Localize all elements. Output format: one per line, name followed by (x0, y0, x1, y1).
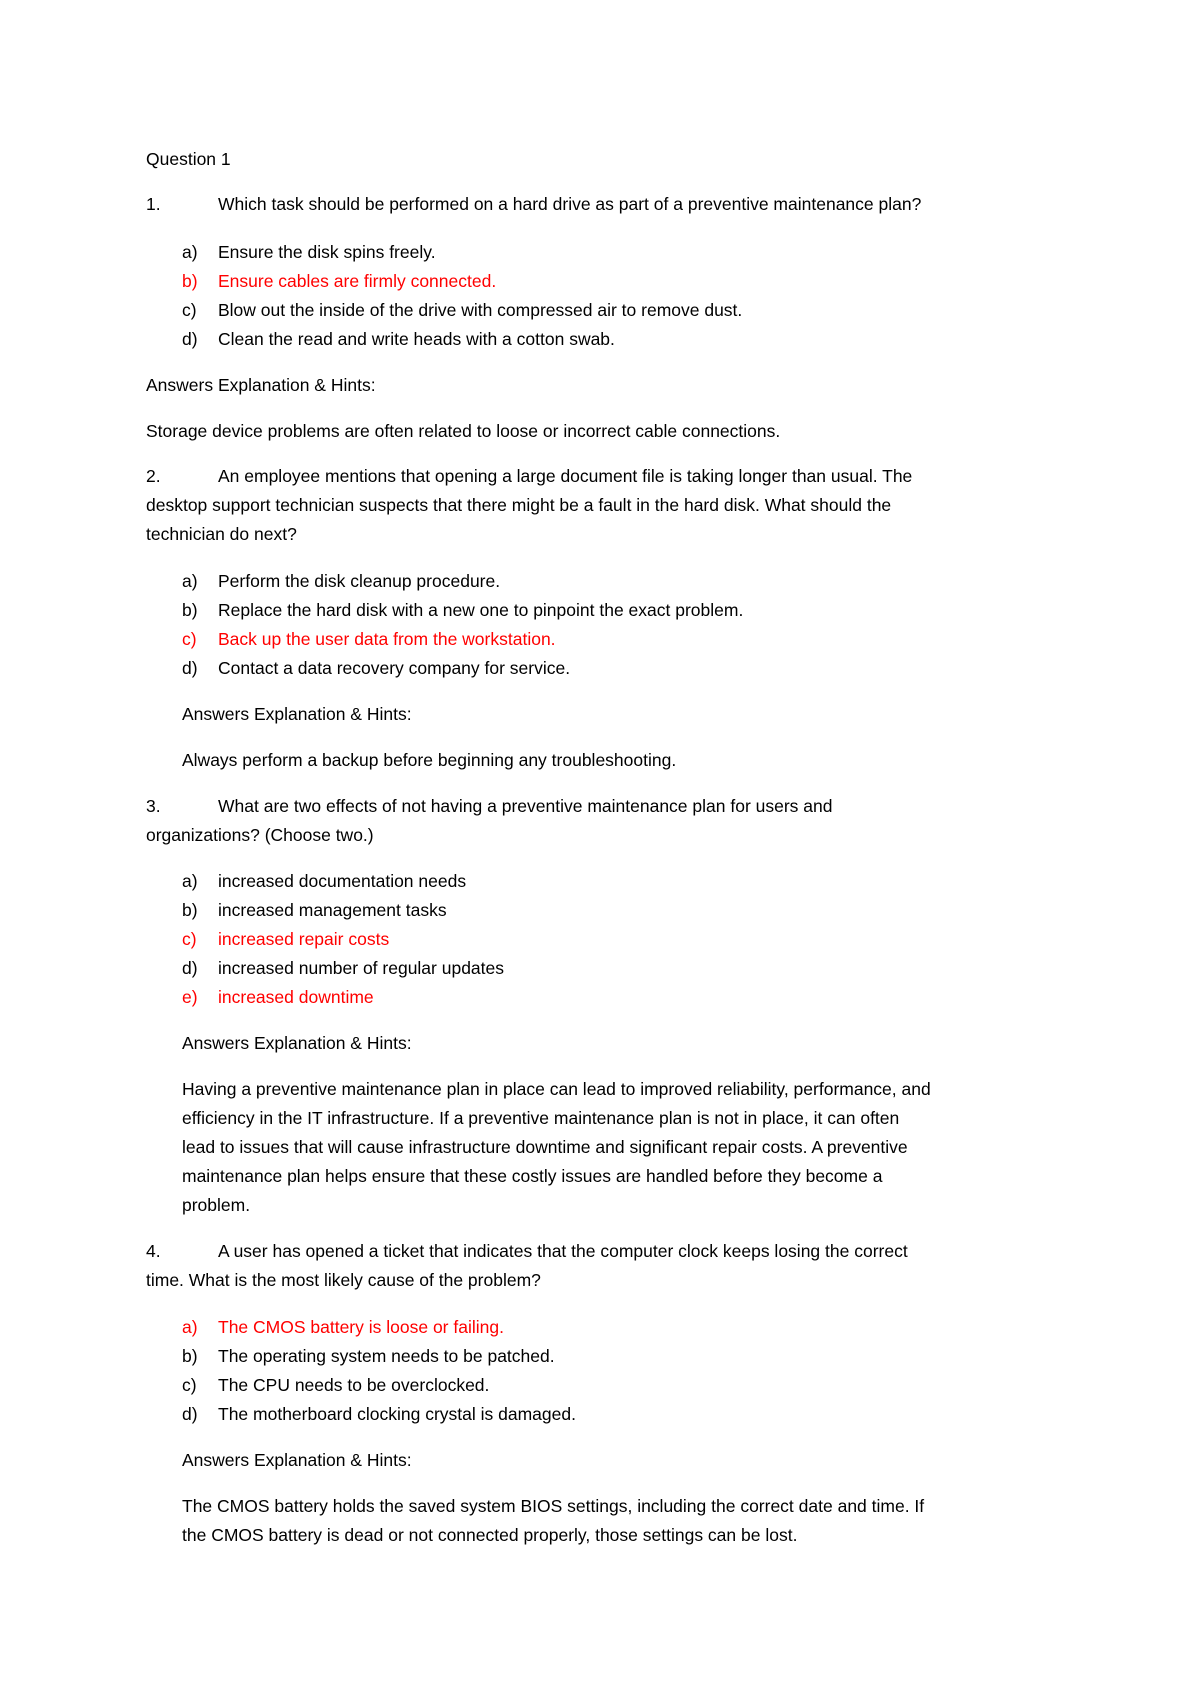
option-text: increased number of regular updates (218, 958, 505, 978)
option-letter: a) (182, 571, 198, 591)
correct-option-text: increased downtime (218, 987, 374, 1007)
correct-option-text: increased repair costs (218, 929, 390, 949)
hint-text: the CMOS battery is dead or not connected properly, those settings can be lost. (182, 1525, 798, 1545)
question-text: What are two effects of not having a preventive maintenance plan for users and (218, 796, 833, 816)
correct-option-letter: c) (182, 629, 197, 649)
option-text: The CPU needs to be overclocked. (218, 1375, 490, 1395)
hint-heading: Answers Explanation & Hints: (182, 1033, 412, 1053)
option-text: Blow out the inside of the drive with compressed air to remove dust. (218, 300, 743, 320)
option-text: increased documentation needs (218, 871, 467, 891)
question-text: A user has opened a ticket that indicates that the computer clock keeps losing the correct (218, 1241, 908, 1261)
option-letter: d) (182, 958, 198, 978)
option-letter: b) (182, 1346, 198, 1366)
option-letter: d) (182, 1404, 198, 1424)
option-text: Perform the disk cleanup procedure. (218, 571, 501, 591)
question-number: 4. (146, 1241, 161, 1261)
option-text: Replace the hard disk with a new one to pinpoint the exact problem. (218, 600, 744, 620)
correct-option-text: The CMOS battery is loose or failing. (218, 1317, 504, 1337)
question-text: organizations? (Choose two.) (146, 825, 374, 845)
hint-text: efficiency in the IT infrastructure. If a preventive maintenance plan is not in place, it can often (182, 1108, 900, 1128)
hint-heading: Answers Explanation & Hints: (182, 1450, 412, 1470)
option-letter: d) (182, 329, 198, 349)
question-number: 2. (146, 466, 161, 486)
correct-option-letter: a) (182, 1317, 198, 1337)
option-text: Clean the read and write heads with a cotton swab. (218, 329, 615, 349)
hint-text: Having a preventive maintenance plan in place can lead to improved reliability, performance, and (182, 1079, 931, 1099)
option-letter: c) (182, 300, 197, 320)
hint-text: problem. (182, 1195, 251, 1215)
hint-text: maintenance plan helps ensure that these costly issues are handled before they become a (182, 1166, 883, 1186)
option-text: The operating system needs to be patched. (218, 1346, 555, 1366)
hint-text: lead to issues that will cause infrastructure downtime and significant repair costs. A preventive (182, 1137, 908, 1157)
option-letter: a) (182, 242, 198, 262)
hint-text: The CMOS battery holds the saved system BIOS settings, including the correct date and time. If (182, 1496, 925, 1516)
question-text: technician do next? (146, 524, 297, 544)
hint-heading: Answers Explanation & Hints: (146, 375, 376, 395)
option-text: Ensure the disk spins freely. (218, 242, 436, 262)
question-text: desktop support technician suspects that there might be a fault in the hard disk. What should the (146, 495, 892, 515)
correct-option-text: Ensure cables are firmly connected. (218, 271, 497, 291)
option-letter: b) (182, 900, 198, 920)
option-text: increased management tasks (218, 900, 447, 920)
correct-option-letter: e) (182, 987, 198, 1007)
hint-heading: Answers Explanation & Hints: (182, 704, 412, 724)
question-number: 1. (146, 194, 161, 214)
option-letter: d) (182, 658, 198, 678)
question-text: time. What is the most likely cause of the problem? (146, 1270, 541, 1290)
hint-text: Storage device problems are often related to loose or incorrect cable connections. (146, 421, 781, 441)
question-number: 3. (146, 796, 161, 816)
option-letter: c) (182, 1375, 197, 1395)
correct-option-letter: b) (182, 271, 198, 291)
hint-text: Always perform a backup before beginning any troubleshooting. (182, 750, 677, 770)
document-title: Question 1 (146, 149, 231, 169)
option-text: The motherboard clocking crystal is damaged. (218, 1404, 576, 1424)
correct-option-text: Back up the user data from the workstation. (218, 629, 556, 649)
question-text: An employee mentions that opening a large document file is taking longer than usual. The (218, 466, 913, 486)
option-text: Contact a data recovery company for service. (218, 658, 571, 678)
question-text: Which task should be performed on a hard drive as part of a preventive maintenance plan? (218, 194, 922, 214)
correct-option-letter: c) (182, 929, 197, 949)
option-letter: a) (182, 871, 198, 891)
option-letter: b) (182, 600, 198, 620)
